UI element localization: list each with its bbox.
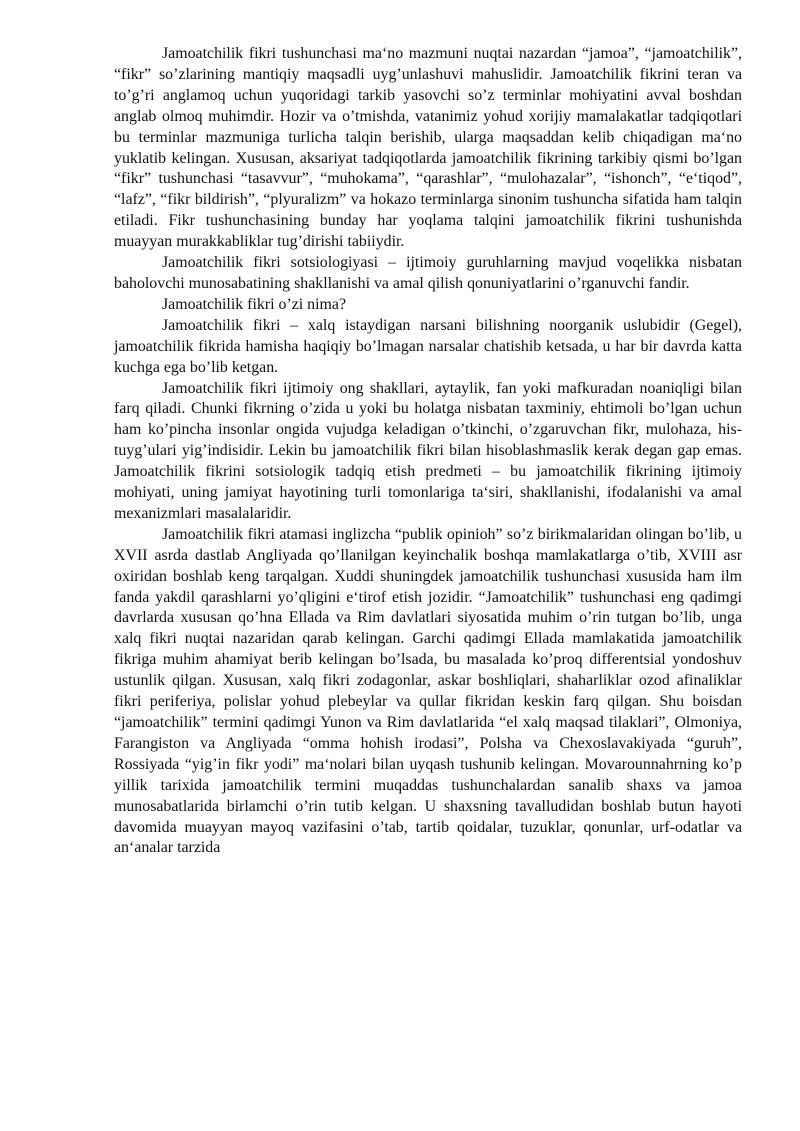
paragraph-question: Jamoatchilik fikri o’zi nima? [162,295,347,313]
document-page [114,44,742,859]
paragraph-intro: Jamoatchilik fikri tushunchasi ma‘no mazmuni nuqtai nazardan “jamoa”, “jamoatchilik”, “fikr” so’zlarining mantiqiy maqsadli uyg’unlashuvi mahuslidir. Jamoatchilik fikrini teran va to’g’ri anglamoq uchun yuqoridagi tarkib yasovchi so’z terminlar mohiyatini avval boshdan anglab olmoq muhimdir. Hozir va o’tmishda, vatanimiz yohud xorijiy mamalakatlar tadqiqotlari bu terminlar mazmuniga turlicha talqin berishib, ularga maqsaddan kelib chiqadigan ma‘no yuklatib kelingan. Xususan, aksariyat tadqiqotlarda jamoatchilik fikrining tarkibiy qismi bo’lgan “fikr” tushunchasi “tasavvur”, “muhokama”, “qarashlar”, “mulohazalar”, “ishonch”, “e‘tiqod”, “lafz”, “fikr bildirish”, “plyuralizm” va hokazo terminlarga sinonim tushuncha sifatida ham talqin etiladi. Fikr tushunchasining bunday har yoqlama talqini jamoatchilik fikrini tushunishda muayyan murakkabliklar tug’dirishi tabiiydir. [114,45,742,251]
paragraph-definition: Jamoatchilik fikri sotsiologiyasi – ijtimoiy guruhlarning mavjud voqelikka nisbatan baholovchi munosabatining shakllanishi va amal qilish qonuniyatlarini o’rganuvchi fandir. [114,254,742,292]
paragraph-social-consciousness: Jamoatchilik fikri ijtimoiy ong shakllari, aytaylik, fan yoki mafkuradan noaniqligi bilan farq qiladi. Chunki fikrning o’zida u yoki bu holatga nisbatan taxminiy, ehtimoli bo’lgan uchun ham ko’pincha insonlar ongida vujudga keladigan o’tkinchi, o’zgaruvchan fikr, mulohaza, his-tuyg’ulari yig’indisidir. Lekin bu jamoatchilik fikri bilan hisoblashmaslik kerak degan gap emas. Jamoatchilik fikrini sotsiologik tadqiq etish predmeti – bu jamoatchilik fikrining ijtimoiy mohiyati, uning jamiyat hayotining turli tomonlariga ta‘siri, shakllanishi, ifodalanishi va amal mexanizmlari masalalaridir. [114,379,742,522]
paragraph-term-history: Jamoatchilik fikri atamasi inglizcha “publik opinioh” so’z birikmalaridan olingan bo’lib, u XVII asrda dastlab Angliyada qo’llanilgan keyinchalik boshqa mamlakatlarga o’tib, XVIII asr oxiridan boshlab keng tarqalgan. Xuddi shuningdek jamoatchilik tushunchasi xususida ham ilm fanda yakdil qarashlarni yo’qligini e‘tirof etish jozidir. “Jamoatchilik” tushunchasi eng qadimgi davrlarda xususan qo’hna Ellada va Rim davlatlari siyosatida muhim o’rin tutgan bo’lib, unga xalq fikri nuqtai nazaridan qarab kelingan. Garchi qadimgi Ellada mamlakatida jamoatchilik fikriga muhim ahamiyat berib kelingan bo’lsada, bu masalada ko’proq differentsial yondoshuv ustunlik qilgan. Xususan, xalq fikri zodagonlar, askar boshliqlari, shaharliklar ozod afinaliklar fikri periferiya, polislar yohud plebeylar va qullar fikridan keskin farq qilgan. Shu boisdan “jamoatchilik” termini qadimgi Yunon va Rim davlatlarida “el xalq maqsad tilaklari”, Olmoniya, Farangiston va Angliyada “omma hohish irodasi”, Polsha va Chexoslavakiyada “guruh”, Rossiyada “yig’in fikr yodi” ma‘nolari bilan uyqash tushunib kelingan. Movarounnahrning ko’p yillik tarixida jamoatchilik termini muqaddas tushunchalardan sanalib shaxs va jamoa munosabatlarida birlamchi o’rin tutib kelgan. U shaxsning tavalludidan boshlab butun hayoti davomida muayyan mayoq vazifasini o’tab, tartib qoidalar, tuzuklar, qonunlar, urf-odatlar va an‘analar tarzida [114,525,742,857]
paragraph-gegel: Jamoatchilik fikri – xalq istaydigan narsani bilishning noorganik uslubidir (Gegel), jamoatchilik fikrida hamisha haqiqiy bo’lmagan narsalar chatishib ketsada, u har bir davrda katta kuchga ega bo’lib ketgan. [114,316,742,376]
